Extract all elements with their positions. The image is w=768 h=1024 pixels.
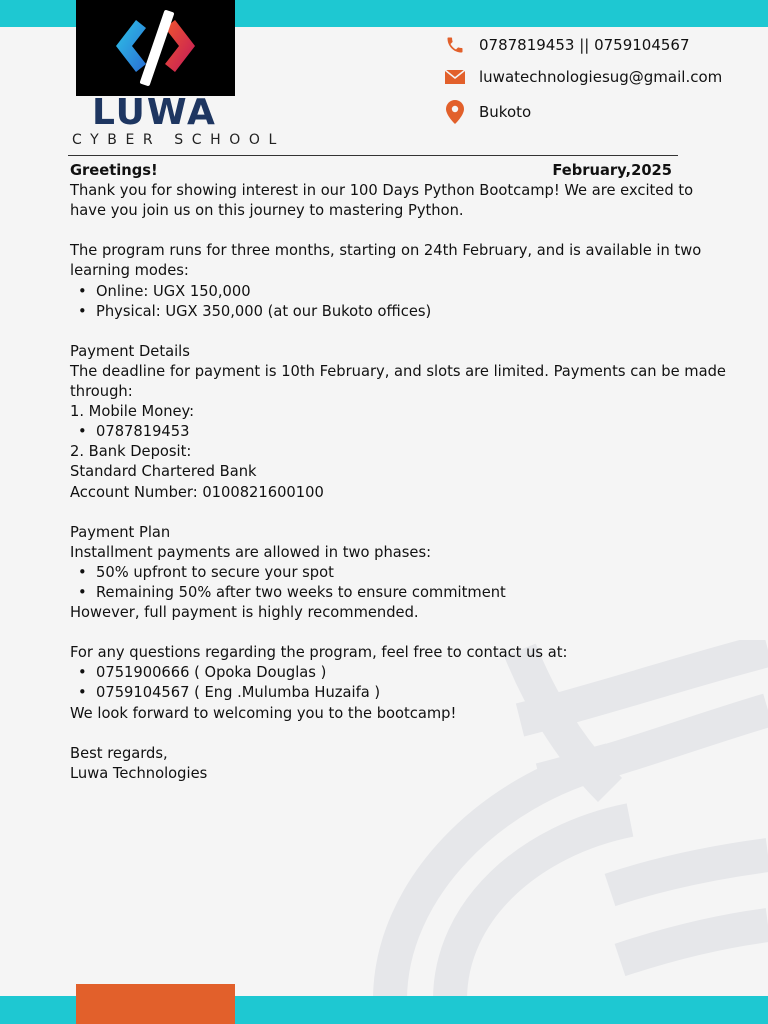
signature: Luwa Technologies [70,764,208,782]
contact-persons-list [70,663,730,703]
closing-line: We look forward to welcoming you to the bootcamp! [70,704,457,722]
payment-phases-list [70,563,730,603]
learning-modes-list [70,282,730,322]
list-item: • Online: UGX 150,000 [70,282,730,302]
contact-email-text[interactable]: luwatechnologiesug@gmail.com [479,68,723,86]
payment-plan-paragraph: Installment payments are allowed in two phases: [70,543,432,561]
contact-location [443,100,531,124]
payment-details-heading: Payment Details [70,342,190,360]
letter-body [70,161,730,784]
header-divider [68,155,678,156]
mobile-money-list [70,422,730,442]
logo [76,0,235,96]
questions-paragraph: For any questions regarding the program, feel free to contact us at: [70,644,568,662]
list-item: • Remaining 50% after two weeks to ensure commitment [70,583,730,603]
bottom-accent-block [76,984,235,1024]
phone-icon [443,33,467,57]
brand-name: LUWA [92,92,217,133]
payment-details-paragraph: The deadline for payment is 10th February, and slots are limited. Payments can be made through: [70,362,726,401]
list-item: • 50% upfront to secure your spot [70,563,730,583]
letter-date: February,2025 [552,162,672,179]
list-item: • Physical: UGX 350,000 (at our Bukoto offices) [70,302,730,322]
location-pin-icon [443,100,467,124]
list-item: • 0751900666 ( Opoka Douglas ) [70,663,730,683]
email-icon [443,65,467,89]
list-item: • 0787819453 [70,422,730,442]
contact-phone [443,33,690,57]
mobile-money-label: 1. Mobile Money: [70,403,195,421]
intro-paragraph: Thank you for showing interest in our 100 Days Python Bootcamp! We are excited to have you join us on this journey to mastering Python. [70,182,694,220]
program-paragraph: The program runs for three months, starting on 24th February, and is available in two learning modes: [70,242,702,280]
payment-plan-heading: Payment Plan [70,523,171,541]
payment-recommendation: However, full payment is highly recommended. [70,604,419,622]
greeting: Greetings! [70,162,158,179]
account-number: Account Number: 0100821600100 [70,483,324,501]
contact-location-text: Bukoto [479,103,532,121]
contact-email [443,65,722,89]
greeting-row [70,161,672,181]
list-item: • 0759104567 ( Eng .Mulumba Huzaifa ) [70,683,730,703]
bank-name: Standard Chartered Bank [70,463,257,481]
code-logo-icon [76,0,235,96]
contact-phone-text: 0787819453 || 0759104567 [479,36,690,54]
bank-deposit-label: 2. Bank Deposit: [70,443,192,461]
sign-off: Best regards, [70,744,168,762]
brand-subtitle: CYBER SCHOOL [72,132,285,148]
